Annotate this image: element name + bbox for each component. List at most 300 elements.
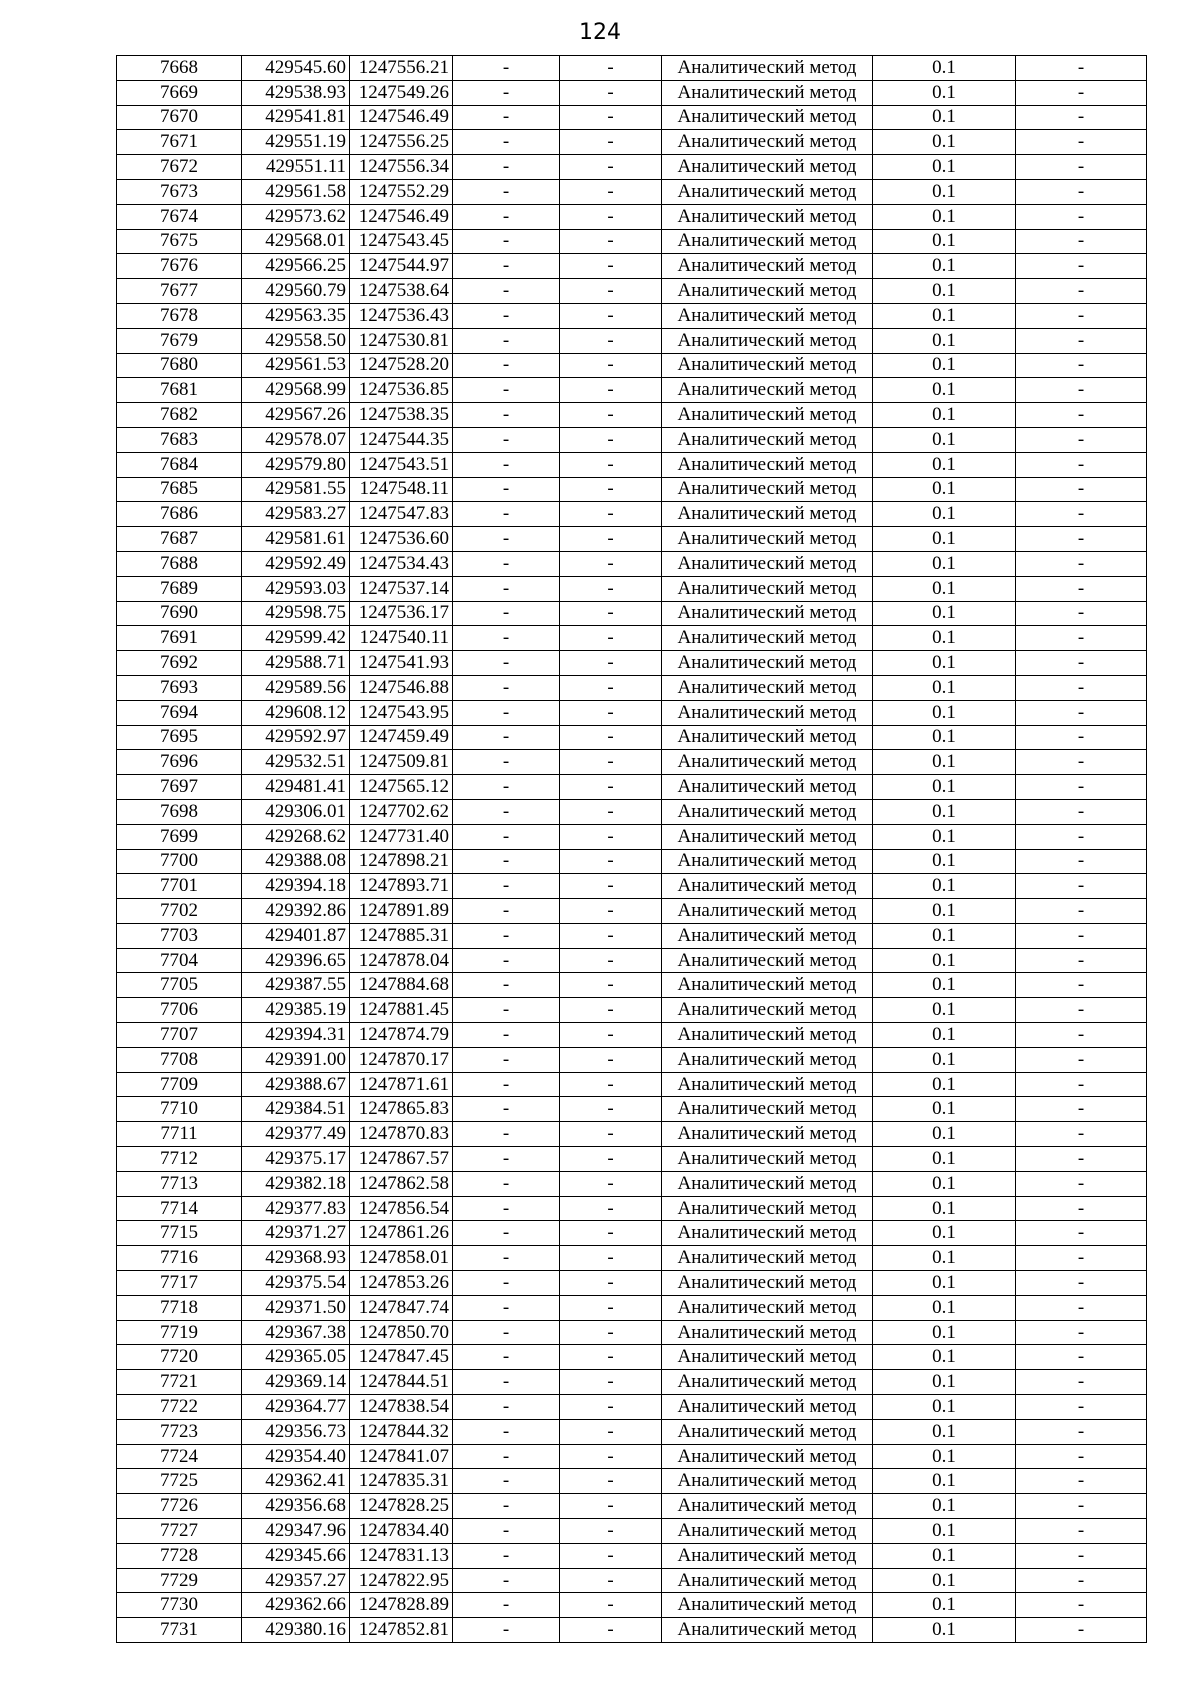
table-row xyxy=(117,1047,1147,1072)
x-coordinate-cell: 429551.19 xyxy=(242,130,350,155)
col5-cell: - xyxy=(560,998,662,1023)
table-row xyxy=(117,527,1147,552)
point-number-cell: 7705 xyxy=(117,973,242,998)
col8-cell: - xyxy=(1016,1370,1147,1395)
y-coordinate-cell: 1247858.01 xyxy=(350,1246,453,1271)
point-number-cell: 7695 xyxy=(117,725,242,750)
x-coordinate-cell: 429371.50 xyxy=(242,1295,350,1320)
accuracy-cell: 0.1 xyxy=(873,229,1016,254)
method-cell: Аналитический метод xyxy=(662,477,873,502)
x-coordinate-cell: 429347.96 xyxy=(242,1519,350,1544)
col4-cell: - xyxy=(453,675,560,700)
table-row xyxy=(117,1171,1147,1196)
point-number-cell: 7702 xyxy=(117,899,242,924)
col8-cell: - xyxy=(1016,750,1147,775)
y-coordinate-cell: 1247543.51 xyxy=(350,452,453,477)
accuracy-cell: 0.1 xyxy=(873,502,1016,527)
col8-cell: - xyxy=(1016,1196,1147,1221)
table-row xyxy=(117,998,1147,1023)
col8-cell: - xyxy=(1016,626,1147,651)
method-cell: Аналитический метод xyxy=(662,1593,873,1618)
col8-cell: - xyxy=(1016,105,1147,130)
x-coordinate-cell: 429481.41 xyxy=(242,775,350,800)
x-coordinate-cell: 429588.71 xyxy=(242,651,350,676)
method-cell: Аналитический метод xyxy=(662,328,873,353)
col4-cell: - xyxy=(453,849,560,874)
col4-cell: - xyxy=(453,1320,560,1345)
x-coordinate-cell: 429356.73 xyxy=(242,1419,350,1444)
point-number-cell: 7722 xyxy=(117,1395,242,1420)
point-number-cell: 7720 xyxy=(117,1345,242,1370)
col4-cell: - xyxy=(453,725,560,750)
point-number-cell: 7669 xyxy=(117,80,242,105)
point-number-cell: 7673 xyxy=(117,179,242,204)
accuracy-cell: 0.1 xyxy=(873,626,1016,651)
accuracy-cell: 0.1 xyxy=(873,725,1016,750)
accuracy-cell: 0.1 xyxy=(873,775,1016,800)
col5-cell: - xyxy=(560,1023,662,1048)
x-coordinate-cell: 429593.03 xyxy=(242,576,350,601)
y-coordinate-cell: 1247850.70 xyxy=(350,1320,453,1345)
point-number-cell: 7706 xyxy=(117,998,242,1023)
col8-cell: - xyxy=(1016,427,1147,452)
table-row xyxy=(117,576,1147,601)
point-number-cell: 7683 xyxy=(117,427,242,452)
col4-cell: - xyxy=(453,1469,560,1494)
col4-cell: - xyxy=(453,279,560,304)
coordinates-table xyxy=(116,55,1147,1643)
accuracy-cell: 0.1 xyxy=(873,353,1016,378)
table-row xyxy=(117,799,1147,824)
col4-cell: - xyxy=(453,1419,560,1444)
method-cell: Аналитический метод xyxy=(662,179,873,204)
col5-cell: - xyxy=(560,1494,662,1519)
col5-cell: - xyxy=(560,1593,662,1618)
accuracy-cell: 0.1 xyxy=(873,1494,1016,1519)
x-coordinate-cell: 429354.40 xyxy=(242,1444,350,1469)
table-row xyxy=(117,700,1147,725)
col5-cell: - xyxy=(560,1072,662,1097)
col4-cell: - xyxy=(453,775,560,800)
y-coordinate-cell: 1247853.26 xyxy=(350,1271,453,1296)
point-number-cell: 7684 xyxy=(117,452,242,477)
x-coordinate-cell: 429371.27 xyxy=(242,1221,350,1246)
table-row xyxy=(117,1072,1147,1097)
table-row xyxy=(117,874,1147,899)
col5-cell: - xyxy=(560,1419,662,1444)
col4-cell: - xyxy=(453,651,560,676)
x-coordinate-cell: 429380.16 xyxy=(242,1618,350,1643)
col8-cell: - xyxy=(1016,328,1147,353)
col5-cell: - xyxy=(560,527,662,552)
col8-cell: - xyxy=(1016,675,1147,700)
col4-cell: - xyxy=(453,1295,560,1320)
col4-cell: - xyxy=(453,874,560,899)
point-number-cell: 7701 xyxy=(117,874,242,899)
col8-cell: - xyxy=(1016,700,1147,725)
col8-cell: - xyxy=(1016,799,1147,824)
method-cell: Аналитический метод xyxy=(662,973,873,998)
col5-cell: - xyxy=(560,1196,662,1221)
col8-cell: - xyxy=(1016,998,1147,1023)
col8-cell: - xyxy=(1016,130,1147,155)
method-cell: Аналитический метод xyxy=(662,1543,873,1568)
col5-cell: - xyxy=(560,899,662,924)
col4-cell: - xyxy=(453,899,560,924)
y-coordinate-cell: 1247881.45 xyxy=(350,998,453,1023)
point-number-cell: 7708 xyxy=(117,1047,242,1072)
table-row xyxy=(117,1147,1147,1172)
y-coordinate-cell: 1247702.62 xyxy=(350,799,453,824)
table-row xyxy=(117,1444,1147,1469)
y-coordinate-cell: 1247534.43 xyxy=(350,551,453,576)
y-coordinate-cell: 1247861.26 xyxy=(350,1221,453,1246)
col5-cell: - xyxy=(560,502,662,527)
col5-cell: - xyxy=(560,1568,662,1593)
col4-cell: - xyxy=(453,750,560,775)
accuracy-cell: 0.1 xyxy=(873,1072,1016,1097)
y-coordinate-cell: 1247870.83 xyxy=(350,1122,453,1147)
x-coordinate-cell: 429388.08 xyxy=(242,849,350,874)
col8-cell: - xyxy=(1016,1023,1147,1048)
x-coordinate-cell: 429377.49 xyxy=(242,1122,350,1147)
table-row xyxy=(117,452,1147,477)
point-number-cell: 7670 xyxy=(117,105,242,130)
y-coordinate-cell: 1247536.60 xyxy=(350,527,453,552)
col4-cell: - xyxy=(453,601,560,626)
point-number-cell: 7681 xyxy=(117,378,242,403)
col8-cell: - xyxy=(1016,80,1147,105)
x-coordinate-cell: 429345.66 xyxy=(242,1543,350,1568)
method-cell: Аналитический метод xyxy=(662,1519,873,1544)
table-row xyxy=(117,254,1147,279)
method-cell: Аналитический метод xyxy=(662,1171,873,1196)
method-cell: Аналитический метод xyxy=(662,1295,873,1320)
col5-cell: - xyxy=(560,179,662,204)
point-number-cell: 7718 xyxy=(117,1295,242,1320)
method-cell: Аналитический метод xyxy=(662,948,873,973)
method-cell: Аналитический метод xyxy=(662,1047,873,1072)
col5-cell: - xyxy=(560,254,662,279)
method-cell: Аналитический метод xyxy=(662,105,873,130)
point-number-cell: 7668 xyxy=(117,56,242,81)
table-row xyxy=(117,651,1147,676)
method-cell: Аналитический метод xyxy=(662,80,873,105)
y-coordinate-cell: 1247459.49 xyxy=(350,725,453,750)
col4-cell: - xyxy=(453,1221,560,1246)
table-row xyxy=(117,1122,1147,1147)
col5-cell: - xyxy=(560,1345,662,1370)
y-coordinate-cell: 1247538.64 xyxy=(350,279,453,304)
x-coordinate-cell: 429385.19 xyxy=(242,998,350,1023)
x-coordinate-cell: 429396.65 xyxy=(242,948,350,973)
method-cell: Аналитический метод xyxy=(662,750,873,775)
table-row xyxy=(117,378,1147,403)
point-number-cell: 7691 xyxy=(117,626,242,651)
point-number-cell: 7726 xyxy=(117,1494,242,1519)
col4-cell: - xyxy=(453,551,560,576)
x-coordinate-cell: 429558.50 xyxy=(242,328,350,353)
y-coordinate-cell: 1247828.25 xyxy=(350,1494,453,1519)
y-coordinate-cell: 1247556.25 xyxy=(350,130,453,155)
table-row xyxy=(117,1345,1147,1370)
y-coordinate-cell: 1247541.93 xyxy=(350,651,453,676)
y-coordinate-cell: 1247870.17 xyxy=(350,1047,453,1072)
method-cell: Аналитический метод xyxy=(662,1444,873,1469)
method-cell: Аналитический метод xyxy=(662,1395,873,1420)
point-number-cell: 7690 xyxy=(117,601,242,626)
accuracy-cell: 0.1 xyxy=(873,551,1016,576)
method-cell: Аналитический метод xyxy=(662,254,873,279)
y-coordinate-cell: 1247546.88 xyxy=(350,675,453,700)
accuracy-cell: 0.1 xyxy=(873,1047,1016,1072)
col5-cell: - xyxy=(560,1171,662,1196)
x-coordinate-cell: 429563.35 xyxy=(242,303,350,328)
point-number-cell: 7729 xyxy=(117,1568,242,1593)
point-number-cell: 7685 xyxy=(117,477,242,502)
accuracy-cell: 0.1 xyxy=(873,155,1016,180)
col5-cell: - xyxy=(560,576,662,601)
col5-cell: - xyxy=(560,1469,662,1494)
accuracy-cell: 0.1 xyxy=(873,750,1016,775)
col5-cell: - xyxy=(560,1097,662,1122)
col4-cell: - xyxy=(453,403,560,428)
x-coordinate-cell: 429592.49 xyxy=(242,551,350,576)
x-coordinate-cell: 429573.62 xyxy=(242,204,350,229)
point-number-cell: 7712 xyxy=(117,1147,242,1172)
table-row xyxy=(117,130,1147,155)
accuracy-cell: 0.1 xyxy=(873,1097,1016,1122)
y-coordinate-cell: 1247537.14 xyxy=(350,576,453,601)
x-coordinate-cell: 429367.38 xyxy=(242,1320,350,1345)
point-number-cell: 7699 xyxy=(117,824,242,849)
accuracy-cell: 0.1 xyxy=(873,601,1016,626)
accuracy-cell: 0.1 xyxy=(873,1023,1016,1048)
method-cell: Аналитический метод xyxy=(662,403,873,428)
table-row xyxy=(117,849,1147,874)
table-row xyxy=(117,502,1147,527)
table-body xyxy=(117,56,1147,1643)
x-coordinate-cell: 429581.61 xyxy=(242,527,350,552)
y-coordinate-cell: 1247556.21 xyxy=(350,56,453,81)
point-number-cell: 7689 xyxy=(117,576,242,601)
col8-cell: - xyxy=(1016,1543,1147,1568)
col5-cell: - xyxy=(560,1047,662,1072)
col5-cell: - xyxy=(560,378,662,403)
accuracy-cell: 0.1 xyxy=(873,1568,1016,1593)
y-coordinate-cell: 1247878.04 xyxy=(350,948,453,973)
accuracy-cell: 0.1 xyxy=(873,849,1016,874)
method-cell: Аналитический метод xyxy=(662,155,873,180)
col5-cell: - xyxy=(560,1370,662,1395)
accuracy-cell: 0.1 xyxy=(873,1395,1016,1420)
y-coordinate-cell: 1247847.74 xyxy=(350,1295,453,1320)
col4-cell: - xyxy=(453,1147,560,1172)
col5-cell: - xyxy=(560,56,662,81)
accuracy-cell: 0.1 xyxy=(873,1246,1016,1271)
y-coordinate-cell: 1247828.89 xyxy=(350,1593,453,1618)
col4-cell: - xyxy=(453,378,560,403)
method-cell: Аналитический метод xyxy=(662,303,873,328)
method-cell: Аналитический метод xyxy=(662,1072,873,1097)
accuracy-cell: 0.1 xyxy=(873,328,1016,353)
method-cell: Аналитический метод xyxy=(662,1494,873,1519)
accuracy-cell: 0.1 xyxy=(873,1593,1016,1618)
accuracy-cell: 0.1 xyxy=(873,1543,1016,1568)
accuracy-cell: 0.1 xyxy=(873,998,1016,1023)
point-number-cell: 7730 xyxy=(117,1593,242,1618)
point-number-cell: 7719 xyxy=(117,1320,242,1345)
method-cell: Аналитический метод xyxy=(662,1271,873,1296)
accuracy-cell: 0.1 xyxy=(873,1370,1016,1395)
y-coordinate-cell: 1247547.83 xyxy=(350,502,453,527)
x-coordinate-cell: 429541.81 xyxy=(242,105,350,130)
accuracy-cell: 0.1 xyxy=(873,204,1016,229)
point-number-cell: 7707 xyxy=(117,1023,242,1048)
method-cell: Аналитический метод xyxy=(662,775,873,800)
col5-cell: - xyxy=(560,775,662,800)
table-row xyxy=(117,427,1147,452)
col5-cell: - xyxy=(560,1246,662,1271)
method-cell: Аналитический метод xyxy=(662,998,873,1023)
col4-cell: - xyxy=(453,229,560,254)
x-coordinate-cell: 429377.83 xyxy=(242,1196,350,1221)
accuracy-cell: 0.1 xyxy=(873,1519,1016,1544)
col5-cell: - xyxy=(560,155,662,180)
col8-cell: - xyxy=(1016,1444,1147,1469)
col4-cell: - xyxy=(453,353,560,378)
table-row xyxy=(117,1568,1147,1593)
table-row xyxy=(117,179,1147,204)
y-coordinate-cell: 1247543.45 xyxy=(350,229,453,254)
col8-cell: - xyxy=(1016,279,1147,304)
y-coordinate-cell: 1247544.97 xyxy=(350,254,453,279)
y-coordinate-cell: 1247852.81 xyxy=(350,1618,453,1643)
accuracy-cell: 0.1 xyxy=(873,477,1016,502)
accuracy-cell: 0.1 xyxy=(873,923,1016,948)
col8-cell: - xyxy=(1016,1072,1147,1097)
table-row xyxy=(117,1543,1147,1568)
col4-cell: - xyxy=(453,1494,560,1519)
col5-cell: - xyxy=(560,824,662,849)
y-coordinate-cell: 1247844.32 xyxy=(350,1419,453,1444)
col5-cell: - xyxy=(560,874,662,899)
col4-cell: - xyxy=(453,502,560,527)
x-coordinate-cell: 429568.01 xyxy=(242,229,350,254)
point-number-cell: 7671 xyxy=(117,130,242,155)
method-cell: Аналитический метод xyxy=(662,700,873,725)
table-row xyxy=(117,204,1147,229)
col5-cell: - xyxy=(560,427,662,452)
col4-cell: - xyxy=(453,1568,560,1593)
col5-cell: - xyxy=(560,1519,662,1544)
col4-cell: - xyxy=(453,1072,560,1097)
col5-cell: - xyxy=(560,923,662,948)
table-row xyxy=(117,1494,1147,1519)
accuracy-cell: 0.1 xyxy=(873,1171,1016,1196)
accuracy-cell: 0.1 xyxy=(873,651,1016,676)
col5-cell: - xyxy=(560,353,662,378)
table-row xyxy=(117,1469,1147,1494)
col8-cell: - xyxy=(1016,923,1147,948)
y-coordinate-cell: 1247543.95 xyxy=(350,700,453,725)
method-cell: Аналитический метод xyxy=(662,849,873,874)
col4-cell: - xyxy=(453,700,560,725)
table-row xyxy=(117,229,1147,254)
accuracy-cell: 0.1 xyxy=(873,254,1016,279)
col4-cell: - xyxy=(453,1444,560,1469)
accuracy-cell: 0.1 xyxy=(873,427,1016,452)
table-row xyxy=(117,899,1147,924)
col4-cell: - xyxy=(453,204,560,229)
col4-cell: - xyxy=(453,799,560,824)
table-row xyxy=(117,279,1147,304)
table-row xyxy=(117,477,1147,502)
point-number-cell: 7698 xyxy=(117,799,242,824)
y-coordinate-cell: 1247540.11 xyxy=(350,626,453,651)
x-coordinate-cell: 429369.14 xyxy=(242,1370,350,1395)
accuracy-cell: 0.1 xyxy=(873,80,1016,105)
col8-cell: - xyxy=(1016,1519,1147,1544)
y-coordinate-cell: 1247885.31 xyxy=(350,923,453,948)
method-cell: Аналитический метод xyxy=(662,1246,873,1271)
x-coordinate-cell: 429384.51 xyxy=(242,1097,350,1122)
point-number-cell: 7686 xyxy=(117,502,242,527)
point-number-cell: 7731 xyxy=(117,1618,242,1643)
point-number-cell: 7672 xyxy=(117,155,242,180)
col8-cell: - xyxy=(1016,1122,1147,1147)
col5-cell: - xyxy=(560,477,662,502)
x-coordinate-cell: 429545.60 xyxy=(242,56,350,81)
col5-cell: - xyxy=(560,1444,662,1469)
point-number-cell: 7715 xyxy=(117,1221,242,1246)
x-coordinate-cell: 429375.17 xyxy=(242,1147,350,1172)
method-cell: Аналитический метод xyxy=(662,1568,873,1593)
table-row xyxy=(117,155,1147,180)
col4-cell: - xyxy=(453,427,560,452)
accuracy-cell: 0.1 xyxy=(873,948,1016,973)
accuracy-cell: 0.1 xyxy=(873,1320,1016,1345)
col4-cell: - xyxy=(453,1593,560,1618)
col8-cell: - xyxy=(1016,1494,1147,1519)
table-row xyxy=(117,353,1147,378)
col8-cell: - xyxy=(1016,403,1147,428)
y-coordinate-cell: 1247544.35 xyxy=(350,427,453,452)
col4-cell: - xyxy=(453,973,560,998)
col4-cell: - xyxy=(453,948,560,973)
col4-cell: - xyxy=(453,1097,560,1122)
col5-cell: - xyxy=(560,1618,662,1643)
col8-cell: - xyxy=(1016,254,1147,279)
point-number-cell: 7696 xyxy=(117,750,242,775)
y-coordinate-cell: 1247731.40 xyxy=(350,824,453,849)
method-cell: Аналитический метод xyxy=(662,601,873,626)
point-number-cell: 7725 xyxy=(117,1469,242,1494)
col5-cell: - xyxy=(560,452,662,477)
point-number-cell: 7680 xyxy=(117,353,242,378)
x-coordinate-cell: 429581.55 xyxy=(242,477,350,502)
method-cell: Аналитический метод xyxy=(662,1023,873,1048)
x-coordinate-cell: 429394.31 xyxy=(242,1023,350,1048)
accuracy-cell: 0.1 xyxy=(873,1444,1016,1469)
col4-cell: - xyxy=(453,254,560,279)
col4-cell: - xyxy=(453,452,560,477)
y-coordinate-cell: 1247536.43 xyxy=(350,303,453,328)
col8-cell: - xyxy=(1016,204,1147,229)
y-coordinate-cell: 1247838.54 xyxy=(350,1395,453,1420)
method-cell: Аналитический метод xyxy=(662,874,873,899)
col4-cell: - xyxy=(453,328,560,353)
